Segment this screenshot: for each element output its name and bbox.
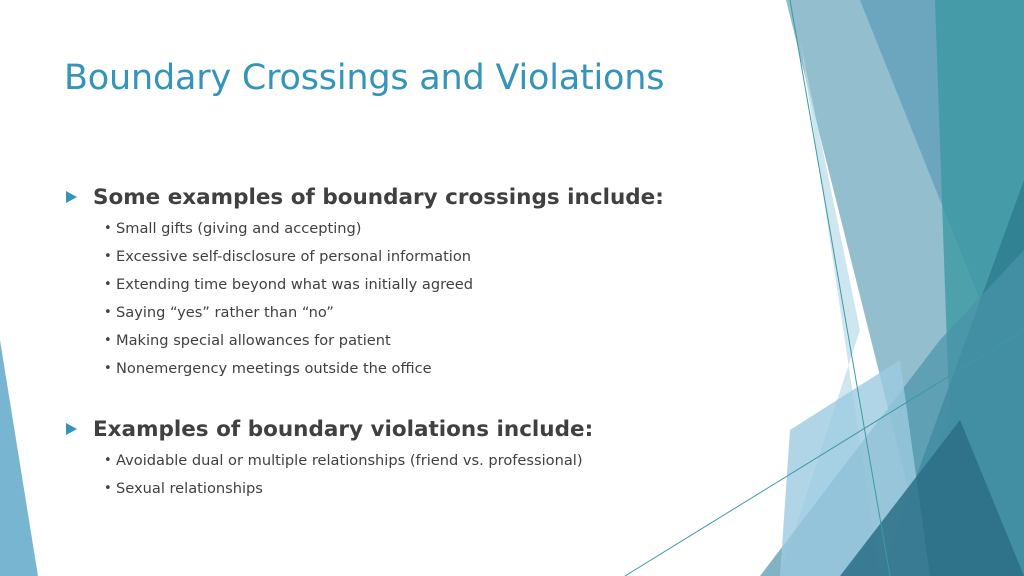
section-heading-row [66, 182, 664, 212]
section-crossings [66, 182, 664, 382]
slide-title: Boundary Crossings and Violations [64, 58, 665, 98]
section-violations [66, 414, 593, 502]
list-item-text: Making special allowances for patient [116, 331, 391, 349]
list-item [104, 446, 593, 474]
list-item [104, 298, 664, 326]
dot-bullet-icon: • [104, 480, 112, 496]
list-item [104, 326, 664, 354]
list-item [104, 354, 664, 382]
triangle-right-icon [66, 423, 77, 435]
list-item [104, 214, 664, 242]
dot-bullet-icon: • [104, 304, 112, 320]
section-heading: Some examples of boundary crossings include: [93, 184, 664, 210]
list-item-text: Saying “yes” rather than “no” [116, 303, 334, 321]
section-heading-row [66, 414, 593, 444]
dot-bullet-icon: • [104, 360, 112, 376]
bullet-list [104, 446, 593, 502]
list-item [104, 474, 593, 502]
list-item-text: Excessive self-disclosure of personal information [116, 247, 472, 265]
list-item-text: Nonemergency meetings outside the office [116, 359, 432, 377]
left-accent-shape [0, 340, 38, 576]
dot-bullet-icon: • [104, 248, 112, 264]
bullet-list [104, 214, 664, 382]
list-item-text: Sexual relationships [116, 479, 263, 497]
triangle-right-icon [66, 191, 77, 203]
list-item-text: Extending time beyond what was initially agreed [116, 275, 474, 293]
dot-bullet-icon: • [104, 220, 112, 236]
list-item [104, 270, 664, 298]
list-item-text: Small gifts (giving and accepting) [116, 219, 362, 237]
dot-bullet-icon: • [104, 452, 112, 468]
section-heading: Examples of boundary violations include: [93, 416, 594, 442]
dot-bullet-icon: • [104, 276, 112, 292]
list-item [104, 242, 664, 270]
dot-bullet-icon: • [104, 332, 112, 348]
list-item-text: Avoidable dual or multiple relationships (friend vs. professional) [116, 451, 583, 469]
